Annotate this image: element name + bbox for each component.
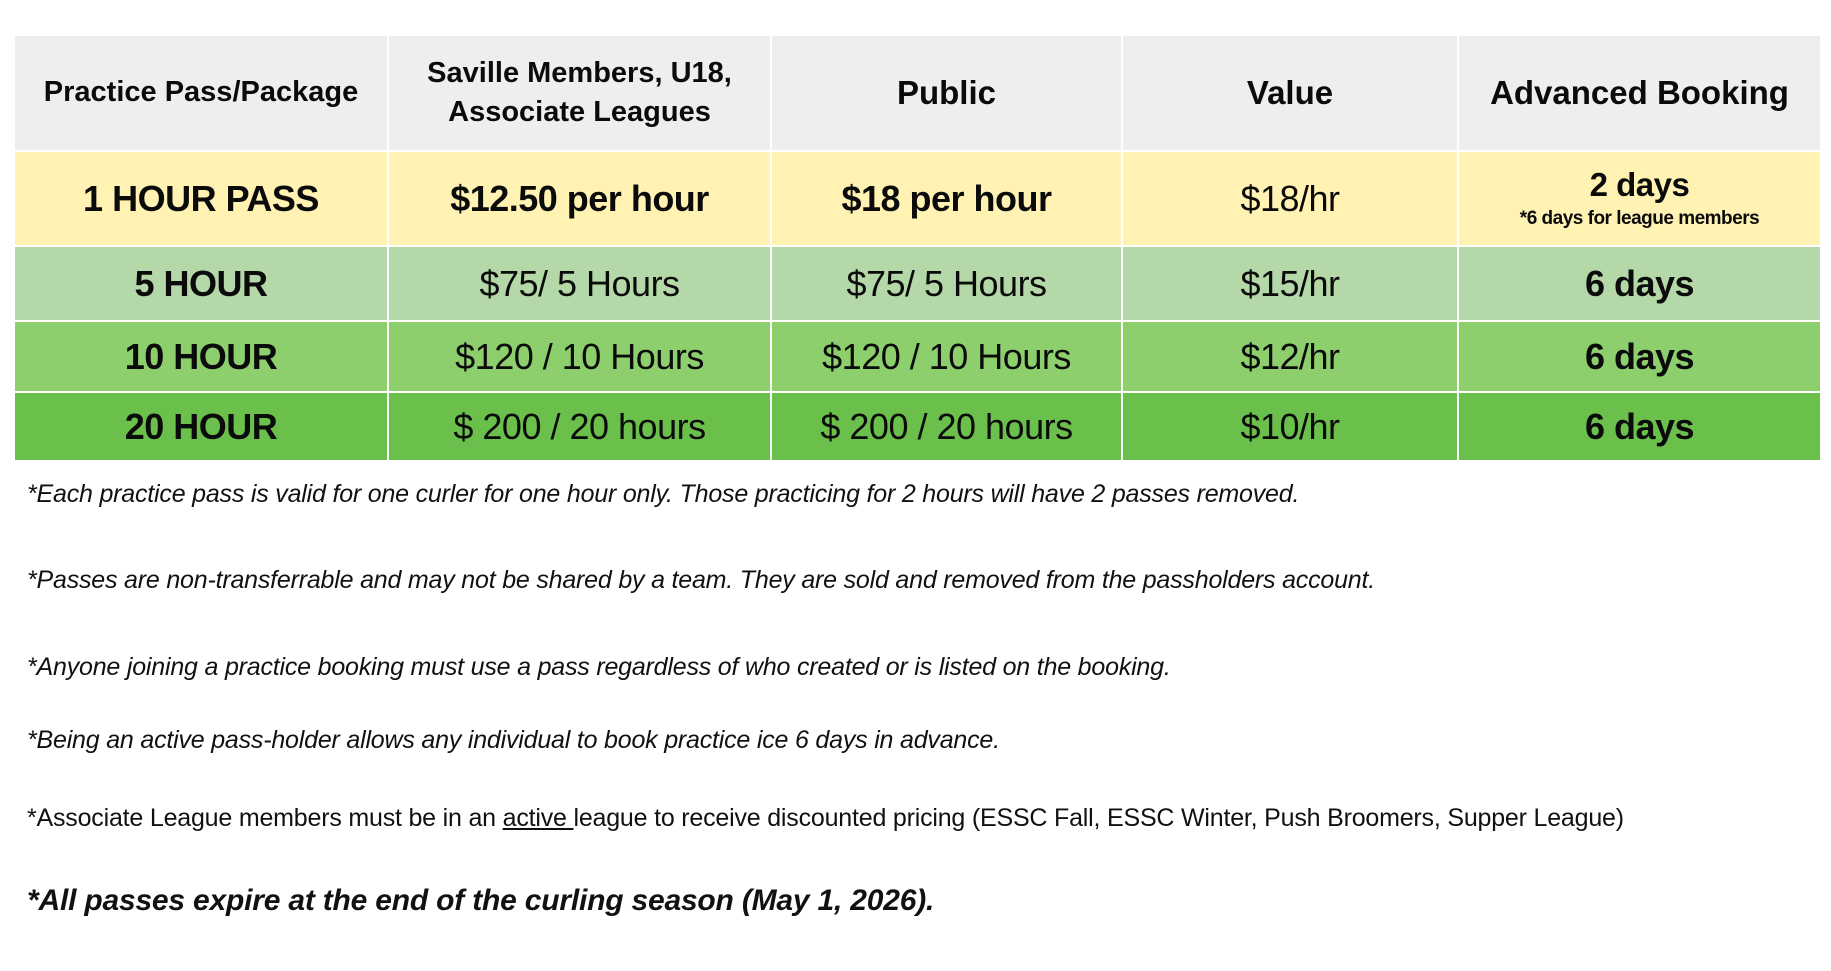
- table-row: [14, 151, 1821, 246]
- package-cell: 1 HOUR PASS: [14, 151, 388, 246]
- package-cell: 10 HOUR: [14, 321, 388, 392]
- booking-cell: 6 days: [1458, 321, 1821, 392]
- value-cell: $10/hr: [1122, 392, 1458, 461]
- value-cell: $15/hr: [1122, 246, 1458, 321]
- booking-cell: 6 days: [1458, 392, 1821, 461]
- booking-note: *6 days for league members: [1519, 207, 1760, 229]
- public-price-cell: $120 / 10 Hours: [771, 321, 1122, 392]
- value-cell: $12/hr: [1122, 321, 1458, 392]
- table-row: [14, 246, 1821, 321]
- pricing-table: [13, 34, 1822, 462]
- members-price-cell: $ 200 / 20 hours: [388, 392, 771, 461]
- header-members: Saville Members, U18, Associate Leagues: [388, 35, 771, 151]
- table-row: [14, 392, 1821, 461]
- members-price-cell: $12.50 per hour: [388, 151, 771, 246]
- note-non-transferrable: *Passes are non-transferrable and may not be shared by a team. They are sold and removed from the passholders account.: [27, 566, 1375, 594]
- booking-cell: [1458, 151, 1821, 246]
- members-price-cell: $120 / 10 Hours: [388, 321, 771, 392]
- value-cell: $18/hr: [1122, 151, 1458, 246]
- header-package: Practice Pass/Package: [14, 35, 388, 151]
- associate-note-after: league to receive discounted pricing (ESSC Fall, ESSC Winter, Push Broomers, Supper League): [573, 804, 1624, 832]
- header-booking: Advanced Booking: [1458, 35, 1821, 151]
- associate-note-underlined: active: [502, 804, 574, 832]
- public-price-cell: $ 200 / 20 hours: [771, 392, 1122, 461]
- booking-days: 2 days: [1589, 166, 1690, 204]
- note-advance-booking: *Being an active pass-holder allows any individual to book practice ice 6 days in advance.: [27, 726, 1000, 754]
- package-cell: 5 HOUR: [14, 246, 388, 321]
- public-price-cell: $75/ 5 Hours: [771, 246, 1122, 321]
- header-public: Public: [771, 35, 1122, 151]
- header-row: [14, 35, 1821, 151]
- header-value: Value: [1122, 35, 1458, 151]
- note-pass-validity: *Each practice pass is valid for one curler for one hour only. Those practicing for 2 hours will have 2 passes removed.: [27, 480, 1300, 508]
- members-price-cell: $75/ 5 Hours: [388, 246, 771, 321]
- associate-note-before: *Associate League members must be in an: [27, 804, 503, 832]
- note-joining-booking: *Anyone joining a practice booking must use a pass regardless of who created or is listed on the booking.: [27, 653, 1171, 681]
- note-associate-league: [27, 804, 1624, 833]
- table-row: [14, 321, 1821, 392]
- public-price-cell: $18 per hour: [771, 151, 1122, 246]
- package-cell: 20 HOUR: [14, 392, 388, 461]
- booking-cell: 6 days: [1458, 246, 1821, 321]
- note-expiry: *All passes expire at the end of the curling season (May 1, 2026).: [27, 884, 935, 917]
